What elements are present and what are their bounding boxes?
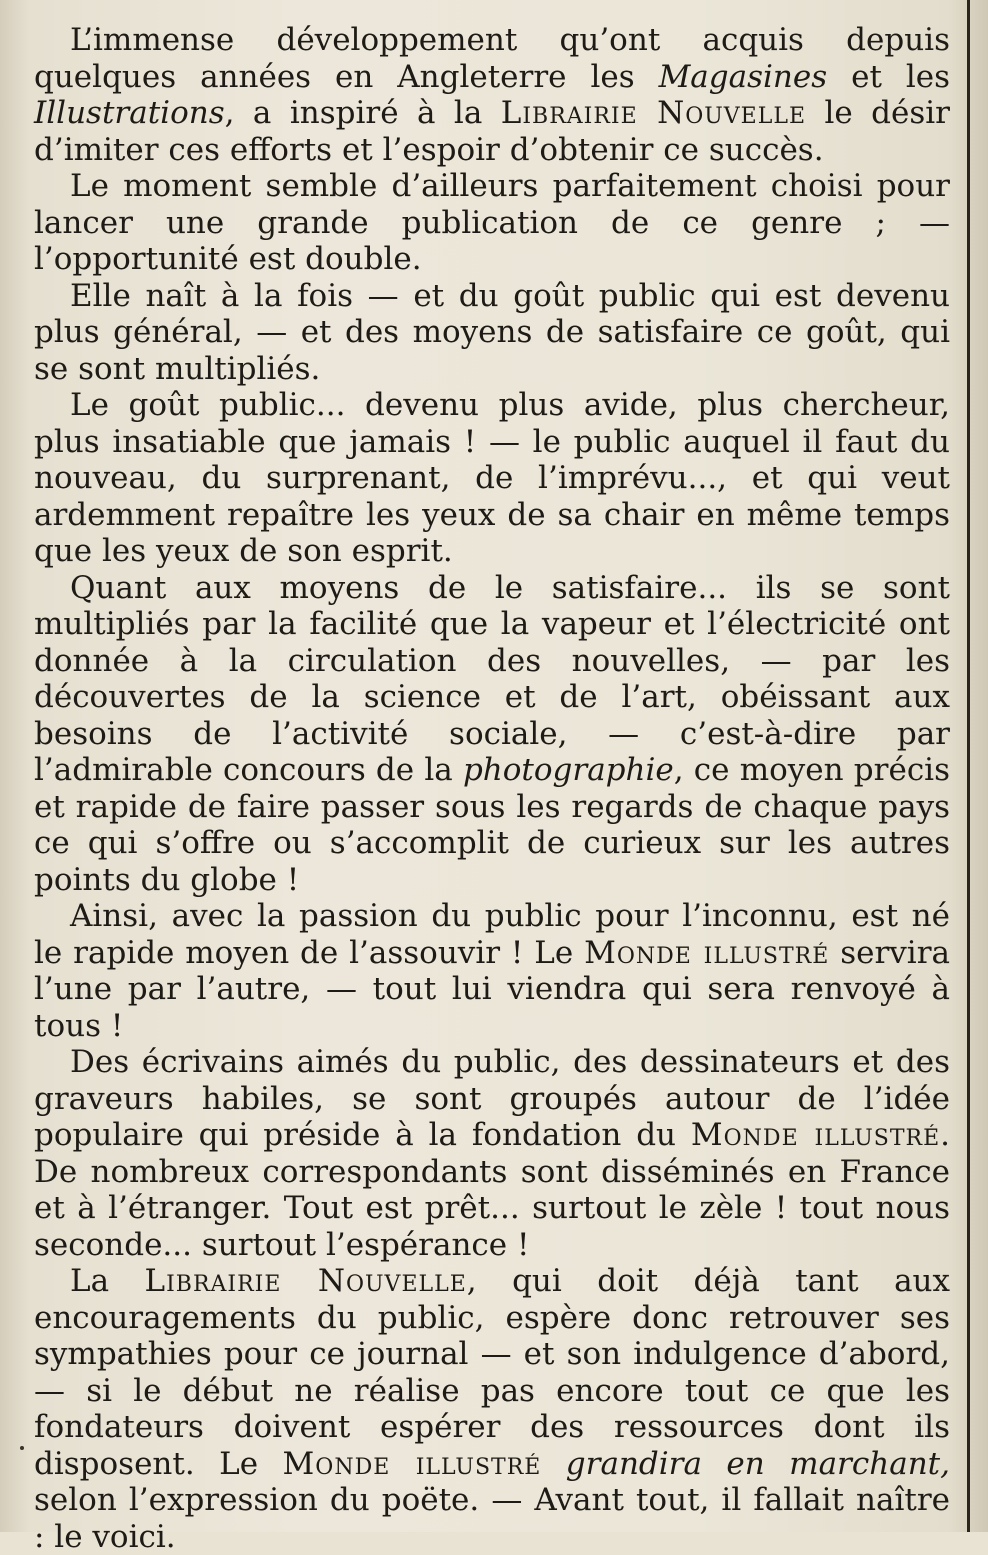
text-segment: servira l’une par l’autre, — tout lui viendra qui sera renvoyé à tous ! xyxy=(34,934,950,1044)
italic-term-magasines: Magasines xyxy=(658,58,828,95)
text-segment: . De nombreux correspondants sont disséminés en France et à l’étranger. Tout est prêt... surtout le zèle ! tout nous seconde... surtout l’espérance ! xyxy=(34,1117,950,1263)
paragraph-7 xyxy=(34,1044,950,1263)
journal-name: Monde illustré xyxy=(690,1117,941,1153)
text-segment: Elle naît à la fois — et du goût public qui est devenu plus général, — et des moyens de satisfaire ce goût, qui se sont multipliés. xyxy=(34,277,950,387)
text-segment: Le moment semble d’ailleurs parfaitement choisi pour lancer une grande publication de ce genre ; — l’opportunité est double. xyxy=(34,168,950,277)
ink-speck xyxy=(20,1446,24,1450)
text-segment: , qui doit déjà tant aux encouragements du public, espère donc retrouver ses sympathies pour ce journal — et son indulgence d’abord, — si le début ne réalise pas encore tout ce que les fondateurs doivent espérer des ressources dont ils disposent. Le xyxy=(34,1263,950,1482)
italic-term-photographie: photographie xyxy=(462,752,674,788)
paragraph-8 xyxy=(34,1263,950,1555)
text-segment: , ce moyen précis et rapide de faire passer sous les regards de chaque pays ce qui s’offre ou s’accomplit de curieux sur les autres points du globe ! xyxy=(34,752,951,898)
column-rule xyxy=(967,0,970,1532)
journal-name: Monde illustré xyxy=(282,1445,542,1482)
paragraph-6 xyxy=(34,898,950,1044)
text-segment: le désir d’imiter ces efforts et l’espoir d’obtenir ce succès. xyxy=(34,95,950,168)
text-segment: , a inspiré à la xyxy=(224,95,501,131)
publisher-name: Librairie Nouvelle xyxy=(500,95,807,131)
paragraph-5 xyxy=(34,570,950,899)
italic-quote: grandira en marchant, xyxy=(565,1445,950,1482)
text-segment: Des écrivains aimés du public, des dessinateurs et des graveurs habiles, se sont groupés autour de l’idée populaire qui préside à la fondation du xyxy=(34,1044,950,1153)
text-segment: et les xyxy=(827,58,951,95)
paragraph-4 xyxy=(34,387,950,570)
text-segment: Le goût public... devenu plus avide, plus chercheur, plus insatiable que jamais ! — le public auquel il faut du nouveau, du surprenant, de l’imprévu..., et qui veut ardemment repaître les yeux de sa chair en même temps que les yeux de son esprit. xyxy=(34,387,950,569)
paragraph-2 xyxy=(34,168,950,278)
paragraph-3 xyxy=(34,278,950,388)
text-segment: L’immense développement qu’ont acquis depuis quelques années en Angleterre les xyxy=(34,22,950,95)
paragraph-1 xyxy=(34,22,950,168)
journal-name: Monde illustré xyxy=(584,934,830,971)
italic-term-illustrations: Illustrations xyxy=(34,95,225,131)
publisher-name: Librairie Nouvelle xyxy=(144,1263,467,1299)
text-segment: La xyxy=(70,1263,145,1299)
text-segment xyxy=(541,1446,565,1482)
text-segment: selon l’expression du poëte. — Avant tout, il fallait naître : le voici. xyxy=(34,1482,950,1555)
text-segment: Quant aux moyens de le satisfaire... ils se sont multipliés par la facilité que la vapeur et l’électricité ont donnée à la circulation des nouvelles, — par les découvertes de la science et de l’art, obéissant aux besoins de l’activité sociale, — c’est-à-dire par l’admirable concours de la xyxy=(34,569,950,788)
text-segment: Ainsi, avec la passion du public pour l’inconnu, est né le rapide moyen de l’assouvir ! Le xyxy=(34,898,950,971)
article-column xyxy=(34,22,950,1555)
